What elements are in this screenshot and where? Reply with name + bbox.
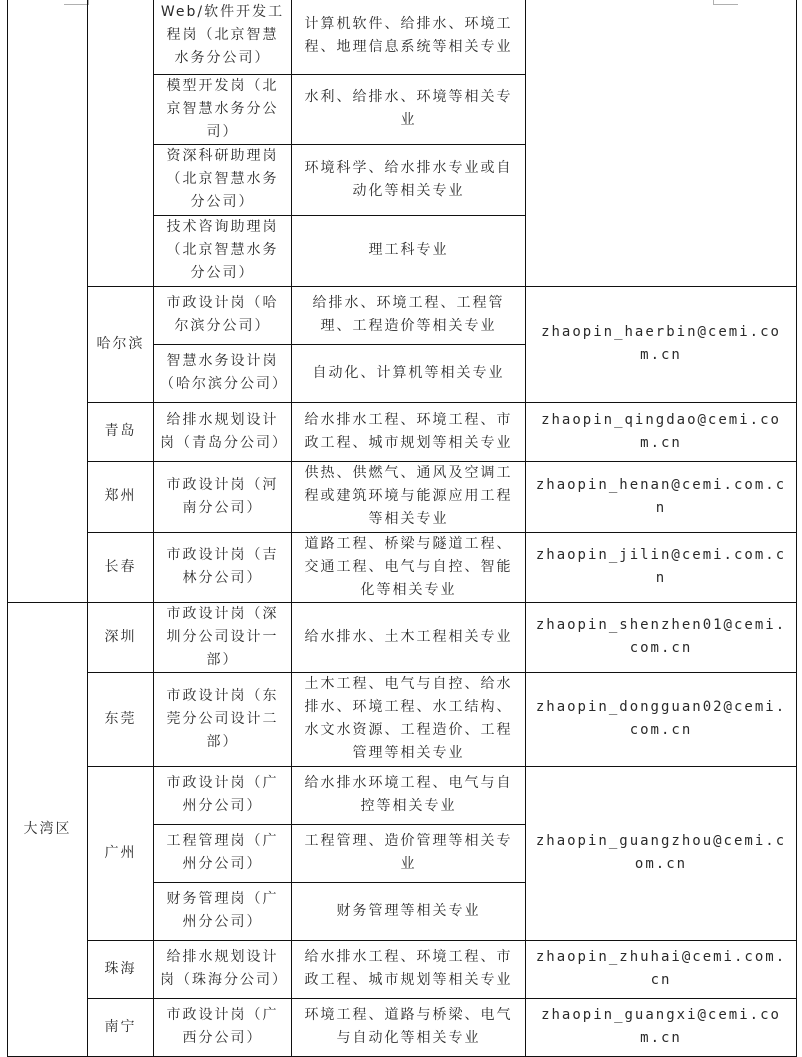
table-row <box>8 602 797 672</box>
table-row <box>8 940 797 998</box>
city-cell: 郑州 <box>88 461 154 532</box>
city-cell: 珠海 <box>88 940 154 998</box>
position-cell: Web/软件开发工程岗（北京智慧水务分公司） <box>154 0 292 74</box>
table-row <box>8 461 797 532</box>
major-cell: 工程管理、造价管理等相关专业 <box>292 824 526 882</box>
major-cell: 给水排水、土木工程相关专业 <box>292 602 526 672</box>
email-cell[interactable]: zhaopin_shenzhen01@cemi.com.cn <box>526 602 797 672</box>
city-cell: 长春 <box>88 532 154 602</box>
email-cell[interactable]: zhaopin_jilin@cemi.com.cn <box>526 532 797 602</box>
city-cell: 广州 <box>88 766 154 940</box>
major-cell: 给水排水环境工程、电气与自控等相关专业 <box>292 766 526 824</box>
recruitment-table <box>7 0 797 1057</box>
position-cell: 市政设计岗（河南分公司） <box>154 461 292 532</box>
city-cell: 南宁 <box>88 998 154 1056</box>
email-cell-continued <box>526 0 797 286</box>
major-cell: 自动化、计算机等相关专业 <box>292 344 526 402</box>
email-cell[interactable]: zhaopin_guangzhou@cemi.com.cn <box>526 766 797 940</box>
table-row <box>8 766 797 824</box>
email-cell[interactable]: zhaopin_zhuhai@cemi.com.cn <box>526 940 797 998</box>
table-row <box>8 672 797 766</box>
major-cell: 水利、给排水、环境等相关专业 <box>292 74 526 144</box>
major-cell: 供热、供燃气、通风及空调工程或建筑环境与能源应用工程等相关专业 <box>292 461 526 532</box>
region-cell-continued <box>8 0 88 602</box>
major-cell: 财务管理等相关专业 <box>292 882 526 940</box>
table-row <box>8 0 797 74</box>
table-row <box>8 402 797 461</box>
email-cell[interactable]: zhaopin_qingdao@cemi.com.cn <box>526 402 797 461</box>
major-cell: 理工科专业 <box>292 215 526 286</box>
major-cell: 计算机软件、给排水、环境工程、地理信息系统等相关专业 <box>292 0 526 74</box>
major-cell: 环境科学、给水排水专业或自动化等相关专业 <box>292 144 526 215</box>
position-cell: 财务管理岗（广州分公司） <box>154 882 292 940</box>
position-cell: 智慧水务设计岗（哈尔滨分公司） <box>154 344 292 402</box>
major-cell: 给水排水工程、环境工程、市政工程、城市规划等相关专业 <box>292 402 526 461</box>
position-cell: 资深科研助理岗（北京智慧水务分公司） <box>154 144 292 215</box>
email-cell[interactable]: zhaopin_guangxi@cemi.com.cn <box>526 998 797 1056</box>
region-cell: 大湾区 <box>8 602 88 1056</box>
table-row <box>8 998 797 1056</box>
major-cell: 道路工程、桥梁与隧道工程、交通工程、电气与自控、智能化等相关专业 <box>292 532 526 602</box>
city-cell: 青岛 <box>88 402 154 461</box>
city-cell: 哈尔滨 <box>88 286 154 402</box>
position-cell: 技术咨询助理岗（北京智慧水务分公司） <box>154 215 292 286</box>
position-cell: 模型开发岗（北京智慧水务分公司） <box>154 74 292 144</box>
position-cell: 给排水规划设计岗（青岛分公司） <box>154 402 292 461</box>
city-cell: 深圳 <box>88 602 154 672</box>
position-cell: 市政设计岗（吉林分公司） <box>154 532 292 602</box>
major-cell: 土木工程、电气与自控、给水排水、环境工程、水工结构、水文水资源、工程造价、工程管理等相关专业 <box>292 672 526 766</box>
major-cell: 给水排水工程、环境工程、市政工程、城市规划等相关专业 <box>292 940 526 998</box>
email-cell[interactable]: zhaopin_haerbin@cemi.com.cn <box>526 286 797 402</box>
table-row <box>8 532 797 602</box>
position-cell: 给排水规划设计岗（珠海分公司） <box>154 940 292 998</box>
email-cell[interactable]: zhaopin_dongguan02@cemi.com.cn <box>526 672 797 766</box>
position-cell: 市政设计岗（哈尔滨分公司） <box>154 286 292 344</box>
position-cell: 市政设计岗（深圳分公司设计一部） <box>154 602 292 672</box>
table-row <box>8 286 797 344</box>
major-cell: 给排水、环境工程、工程管理、工程造价等相关专业 <box>292 286 526 344</box>
position-cell: 工程管理岗（广州分公司） <box>154 824 292 882</box>
position-cell: 市政设计岗（广西分公司） <box>154 998 292 1056</box>
email-cell[interactable]: zhaopin_henan@cemi.com.cn <box>526 461 797 532</box>
city-cell: 东莞 <box>88 672 154 766</box>
position-cell: 市政设计岗（广州分公司） <box>154 766 292 824</box>
position-cell: 市政设计岗（东莞分公司设计二部） <box>154 672 292 766</box>
major-cell: 环境工程、道路与桥梁、电气与自动化等相关专业 <box>292 998 526 1056</box>
city-cell-continued <box>88 0 154 286</box>
